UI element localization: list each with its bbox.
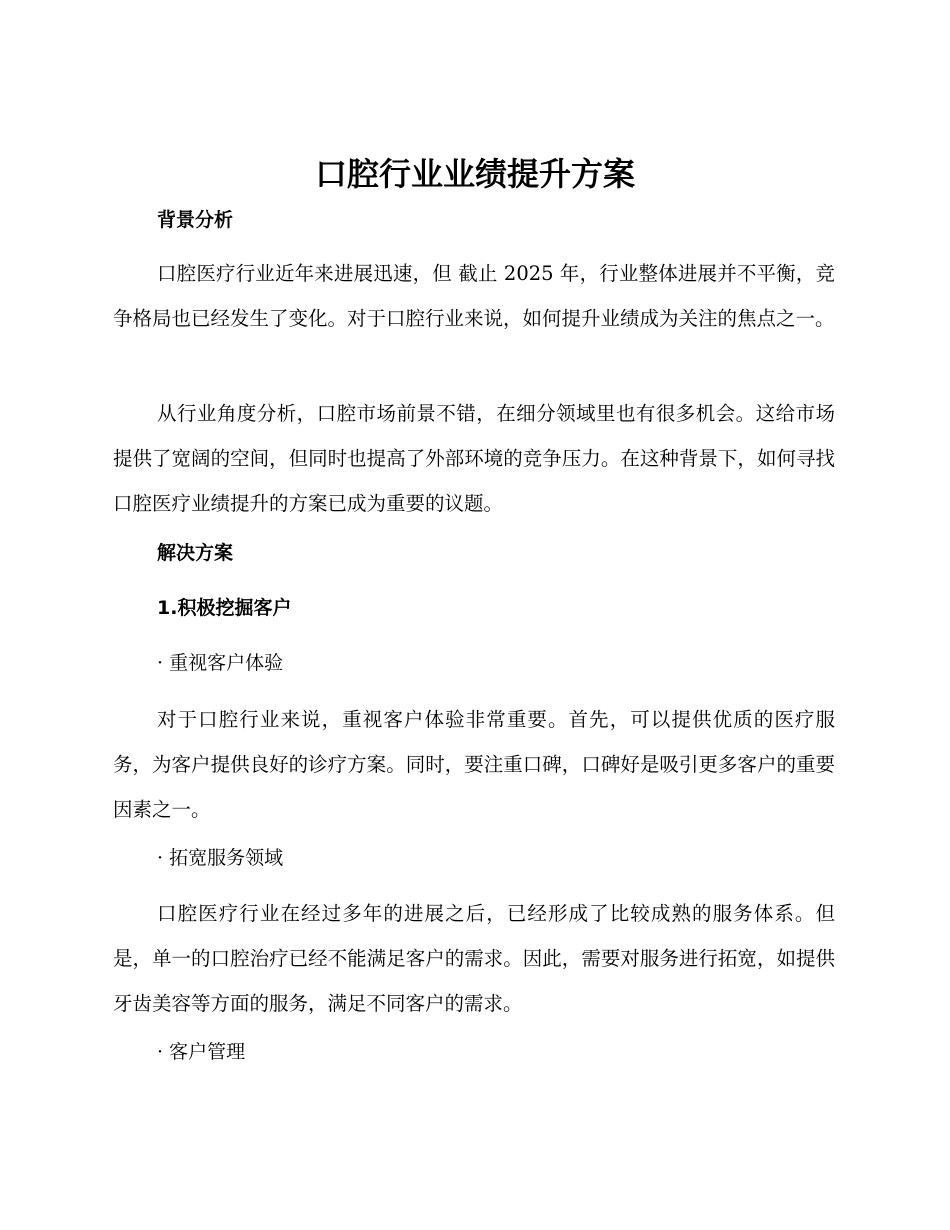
bullet-customer-experience: · 重视客户体验 <box>157 652 284 674</box>
subsection-heading-1: 1.积极挖掘客户 <box>157 597 292 619</box>
paragraph-background-2: 从行业角度分析，口腔市场前景不错，在细分领域里也有很多机会。这给市场提供了宽阔的空间，但同时也提高了外部环境的竞争压力。在这种背景下，如何寻找口腔医疗业绩提升的方案已成为重要的议题。 <box>113 402 835 515</box>
bullet-expand-services: · 拓宽服务领域 <box>157 847 284 869</box>
section-heading-background: 背景分析 <box>157 209 234 231</box>
paragraph-expand-services: 口腔医疗行业在经过多年的进展之后，已经形成了比较成熟的服务体系。但是，单一的口腔治疗已经不能满足客户的需求。因此，需要对服务进行拓宽，如提供牙齿美容等方面的服务，满足不同客户的需求。 <box>113 902 835 1015</box>
paragraph-customer-experience: 对于口腔行业来说，重视客户体验非常重要。首先，可以提供优质的医疗服务，为客户提供良好的诊疗方案。同时，要注重口碑，口碑好是吸引更多客户的重要因素之一。 <box>113 708 835 821</box>
paragraph-background-1: 口腔医疗行业近年来进展迅速，但 截止 2025 年，行业整体进展并不平衡，竞争格局也已经发生了变化。对于口腔行业来说，如何提升业绩成为关注的焦点之一。 <box>113 262 835 330</box>
bullet-customer-management: · 客户管理 <box>157 1041 246 1063</box>
section-heading-solution: 解决方案 <box>157 542 234 564</box>
document-title: 口腔行业业绩提升方案 <box>314 155 635 193</box>
